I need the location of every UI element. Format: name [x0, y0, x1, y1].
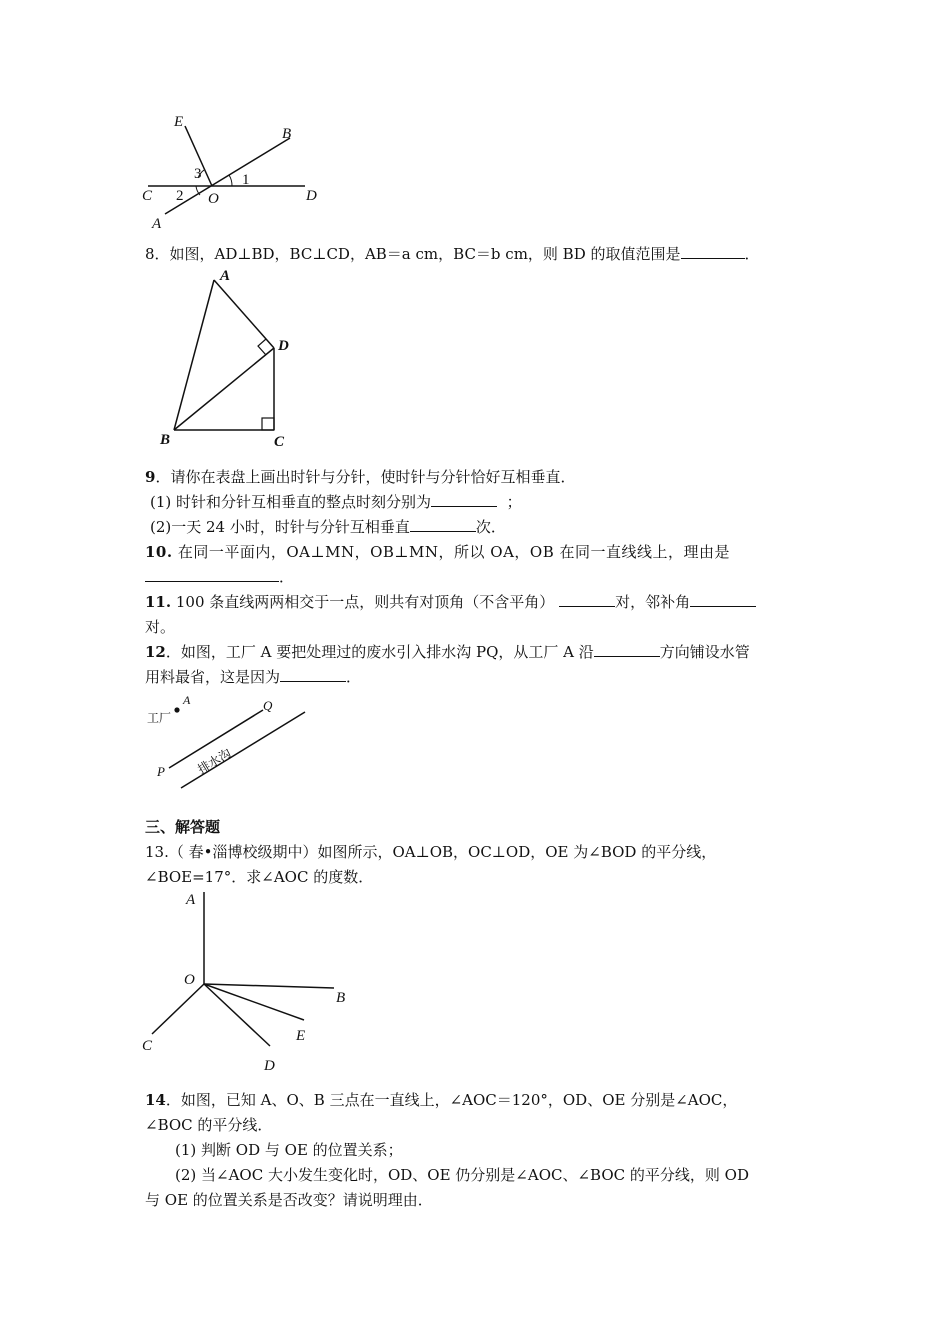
question-14-part-2 — [175, 1165, 749, 1185]
q13-line2: ∠BOE=17°．求∠AOC 的度数． — [145, 868, 374, 886]
q11-blank-2[interactable] — [690, 592, 756, 607]
seg-ad — [214, 280, 274, 348]
label-o: O — [184, 972, 195, 988]
ray-oe — [204, 984, 304, 1020]
q9-sub1-end: ； — [506, 493, 522, 511]
q11-blank-1[interactable] — [559, 592, 615, 607]
question-10-line-2 — [145, 567, 294, 587]
ray-ob — [204, 984, 334, 988]
question-9-part-1 — [150, 492, 522, 512]
label-angle-3: 3 — [194, 166, 202, 182]
label-a: A — [186, 892, 196, 908]
seg-ab — [174, 280, 214, 430]
label-ditch: 排水沟 — [195, 746, 234, 777]
q10-blank[interactable] — [145, 567, 279, 582]
q8-number: 8 — [145, 245, 155, 263]
question-14 — [145, 1090, 737, 1110]
section-title — [145, 817, 220, 837]
q14-text: ．如图，已知 A、O、B 三点在一直线上，∠AOC＝120°，OD、OE 分别是∠AOC， — [165, 1091, 738, 1109]
figure-rays-q13 — [138, 884, 358, 1080]
ray-od — [204, 984, 270, 1046]
q11-mid: 对，邻补角 — [615, 593, 691, 611]
question-13 — [145, 842, 716, 862]
label-d: D — [264, 1058, 275, 1074]
label-e: E — [296, 1028, 306, 1044]
question-12-line-2 — [145, 667, 361, 687]
q12-number: 12 — [145, 643, 166, 661]
q9-sub2-text: (2)一天 24 小时，时针与分针互相垂直 — [150, 518, 410, 536]
label-a: A — [152, 216, 162, 232]
question-12 — [145, 642, 750, 662]
question-9-part-2 — [150, 517, 506, 537]
label-angle-1: 1 — [242, 172, 250, 188]
q12-end: ． — [346, 668, 362, 686]
q14-sub2b: 与 OE 的位置关系是否改变？请说明理由． — [145, 1191, 433, 1209]
q10-text: 在同一平面内，OA⊥MN，OB⊥MN，所以 OA，OB 在同一直线线上，理由是 — [172, 543, 730, 561]
q8-text: ．如图，AD⊥BD，BC⊥CD，AB＝a cm，BC＝b cm，则 BD 的取值范围是 — [154, 245, 681, 263]
label-d: D — [306, 188, 317, 204]
q9-number: 9 — [145, 468, 156, 486]
question-11-line-2 — [145, 617, 175, 637]
q14-line2: ∠BOC 的平分线． — [145, 1116, 273, 1134]
label-factory: 工厂 — [147, 711, 172, 725]
seg-bd — [174, 348, 274, 430]
label-o: O — [208, 191, 219, 207]
q13-line1: 13.（ 春•淄博校级期中）如图所示，OA⊥OB，OC⊥OD，OE 为∠BOD 的平分线， — [145, 843, 717, 861]
figure-triangles-q8 — [150, 262, 300, 452]
question-10 — [145, 542, 730, 562]
question-14-part-2-line-2 — [145, 1190, 433, 1210]
figure-angles-q7 — [140, 108, 340, 236]
q9-sub1-blank[interactable] — [431, 492, 497, 507]
label-a: A — [183, 693, 191, 707]
q9-sub2-end: 次． — [475, 518, 506, 536]
q11-number: 11. — [145, 593, 172, 611]
label-d: D — [278, 338, 289, 354]
q14-number: 14 — [145, 1091, 166, 1109]
q12-text-end: 方向铺设水管 — [659, 643, 750, 661]
question-9 — [145, 467, 575, 487]
label-q: Q — [263, 698, 273, 713]
right-angle-c — [262, 418, 274, 430]
q14-sub2a: (2) 当∠AOC 大小发生变化时，OD、OE 仍分别是∠AOC、∠BOC 的平分线，则 OD — [175, 1166, 749, 1184]
question-11 — [145, 592, 756, 612]
label-c: C — [142, 1038, 153, 1054]
figure-ditch-q12 — [145, 692, 315, 792]
label-b: B — [336, 990, 346, 1006]
label-c: C — [274, 434, 285, 450]
label-e: E — [174, 114, 184, 130]
label-b: B — [282, 126, 292, 142]
q8-blank[interactable] — [681, 244, 745, 259]
question-8 — [145, 244, 760, 264]
factory-point-a — [174, 707, 179, 712]
q12-line2: 用料最省，这是因为 — [145, 668, 281, 686]
right-angle-d — [258, 339, 266, 355]
question-14-part-1 — [175, 1140, 403, 1160]
q9-text: ．请你在表盘上画出时针与分针，使时针与分针恰好互相垂直． — [155, 468, 576, 486]
label-c: C — [142, 188, 153, 204]
q8-end: ． — [744, 245, 760, 263]
q11-end: 对。 — [145, 618, 176, 636]
label-b: B — [160, 432, 171, 448]
angle-arc-1 — [229, 175, 232, 186]
q9-sub1-text: (1) 时针和分针互相垂直的整点时刻分别为 — [150, 493, 432, 511]
q10-end: ． — [279, 568, 295, 586]
question-14-line-2 — [145, 1115, 272, 1135]
label-angle-2: 2 — [176, 188, 184, 204]
q11-text: 100 条直线两两相交于一点，则共有对顶角（不含平角） — [171, 593, 555, 611]
ray-oc — [152, 984, 204, 1034]
line-ab — [165, 138, 290, 214]
q10-number: 10. — [145, 543, 173, 561]
q9-sub2-blank[interactable] — [410, 517, 476, 532]
label-a: A — [220, 268, 231, 284]
q14-sub1: (1) 判断 OD 与 OE 的位置关系； — [175, 1141, 403, 1159]
label-p: P — [157, 764, 165, 779]
q12-blank-2[interactable] — [280, 667, 346, 682]
section-title-text: 三、解答题 — [145, 818, 221, 836]
q12-blank-1[interactable] — [594, 642, 660, 657]
q12-text: ．如图，工厂 A 要把处理过的废水引入排水沟 PQ，从工厂 A 沿 — [165, 643, 594, 661]
